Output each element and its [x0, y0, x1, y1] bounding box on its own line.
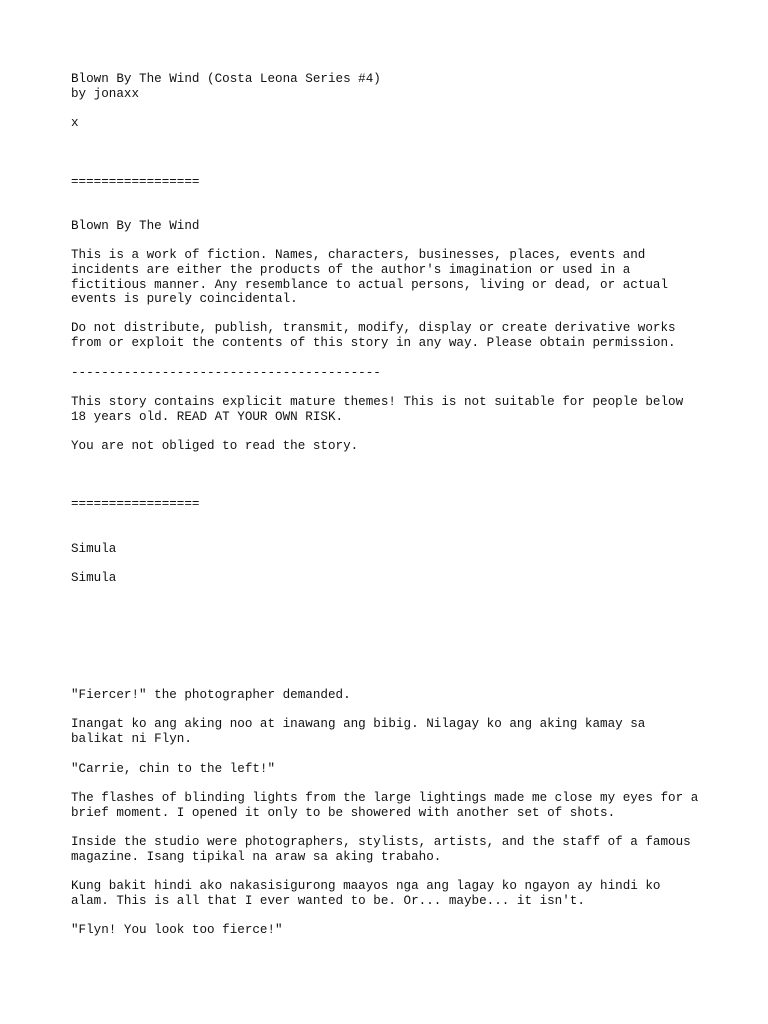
story-paragraph: "Fiercer!" the photographer demanded.	[71, 688, 351, 702]
disclaimer-line: This is a work of fiction. Names, characters, businesses, places, events and	[71, 248, 646, 262]
dash-rule: -----------------------------------------	[71, 366, 381, 380]
story-paragraph: "Carrie, chin to the left!"	[71, 762, 276, 776]
story-paragraph: "Flyn! You look too fierce!"	[71, 923, 283, 937]
disclaimer-line: events is purely coincidental.	[71, 292, 298, 306]
story-line: magazine. Isang tipikal na araw sa aking trabaho.	[71, 850, 442, 864]
warning-line: This story contains explicit mature themes! This is not suitable for people below	[71, 395, 684, 409]
chapter-title: Simula	[71, 571, 117, 585]
document-author: by jonaxx	[71, 87, 140, 101]
separator-equals: =================	[71, 175, 200, 189]
warning-line: 18 years old. READ AT YOUR OWN RISK.	[71, 410, 344, 424]
story-line: The flashes of blinding lights from the large lightings made me close my eyes for a	[71, 791, 699, 805]
rights-line: Do not distribute, publish, transmit, modify, display or create derivative works	[71, 321, 676, 335]
front-matter-heading: Blown By The Wind	[71, 219, 200, 233]
story-line: Kung bakit hindi ako nakasisigurong maayos nga ang lagay ko ngayon ay hindi ko	[71, 879, 661, 893]
not-obliged-note: You are not obliged to read the story.	[71, 439, 359, 453]
story-line: balikat ni Flyn.	[71, 732, 192, 746]
rights-line: from or exploit the contents of this story in any way. Please obtain permission.	[71, 336, 676, 350]
disclaimer-line: incidents are either the products of the author's imagination or used in a	[71, 263, 631, 277]
story-line: brief moment. I opened it only to be showered with another set of shots.	[71, 806, 616, 820]
chapter-title: Simula	[71, 542, 117, 556]
story-line: alam. This is all that I ever wanted to be. Or... maybe... it isn't.	[71, 894, 585, 908]
separator-equals: =================	[71, 497, 200, 511]
document-title: Blown By The Wind (Costa Leona Series #4)	[71, 72, 381, 86]
story-line: Inangat ko ang aking noo at inawang ang bibig. Nilagay ko ang aking kamay sa	[71, 717, 646, 731]
disclaimer-line: fictitious manner. Any resemblance to actual persons, living or dead, or actual	[71, 278, 669, 292]
document-marker: x	[71, 116, 79, 130]
story-line: Inside the studio were photographers, stylists, artists, and the staff of a famous	[71, 835, 691, 849]
